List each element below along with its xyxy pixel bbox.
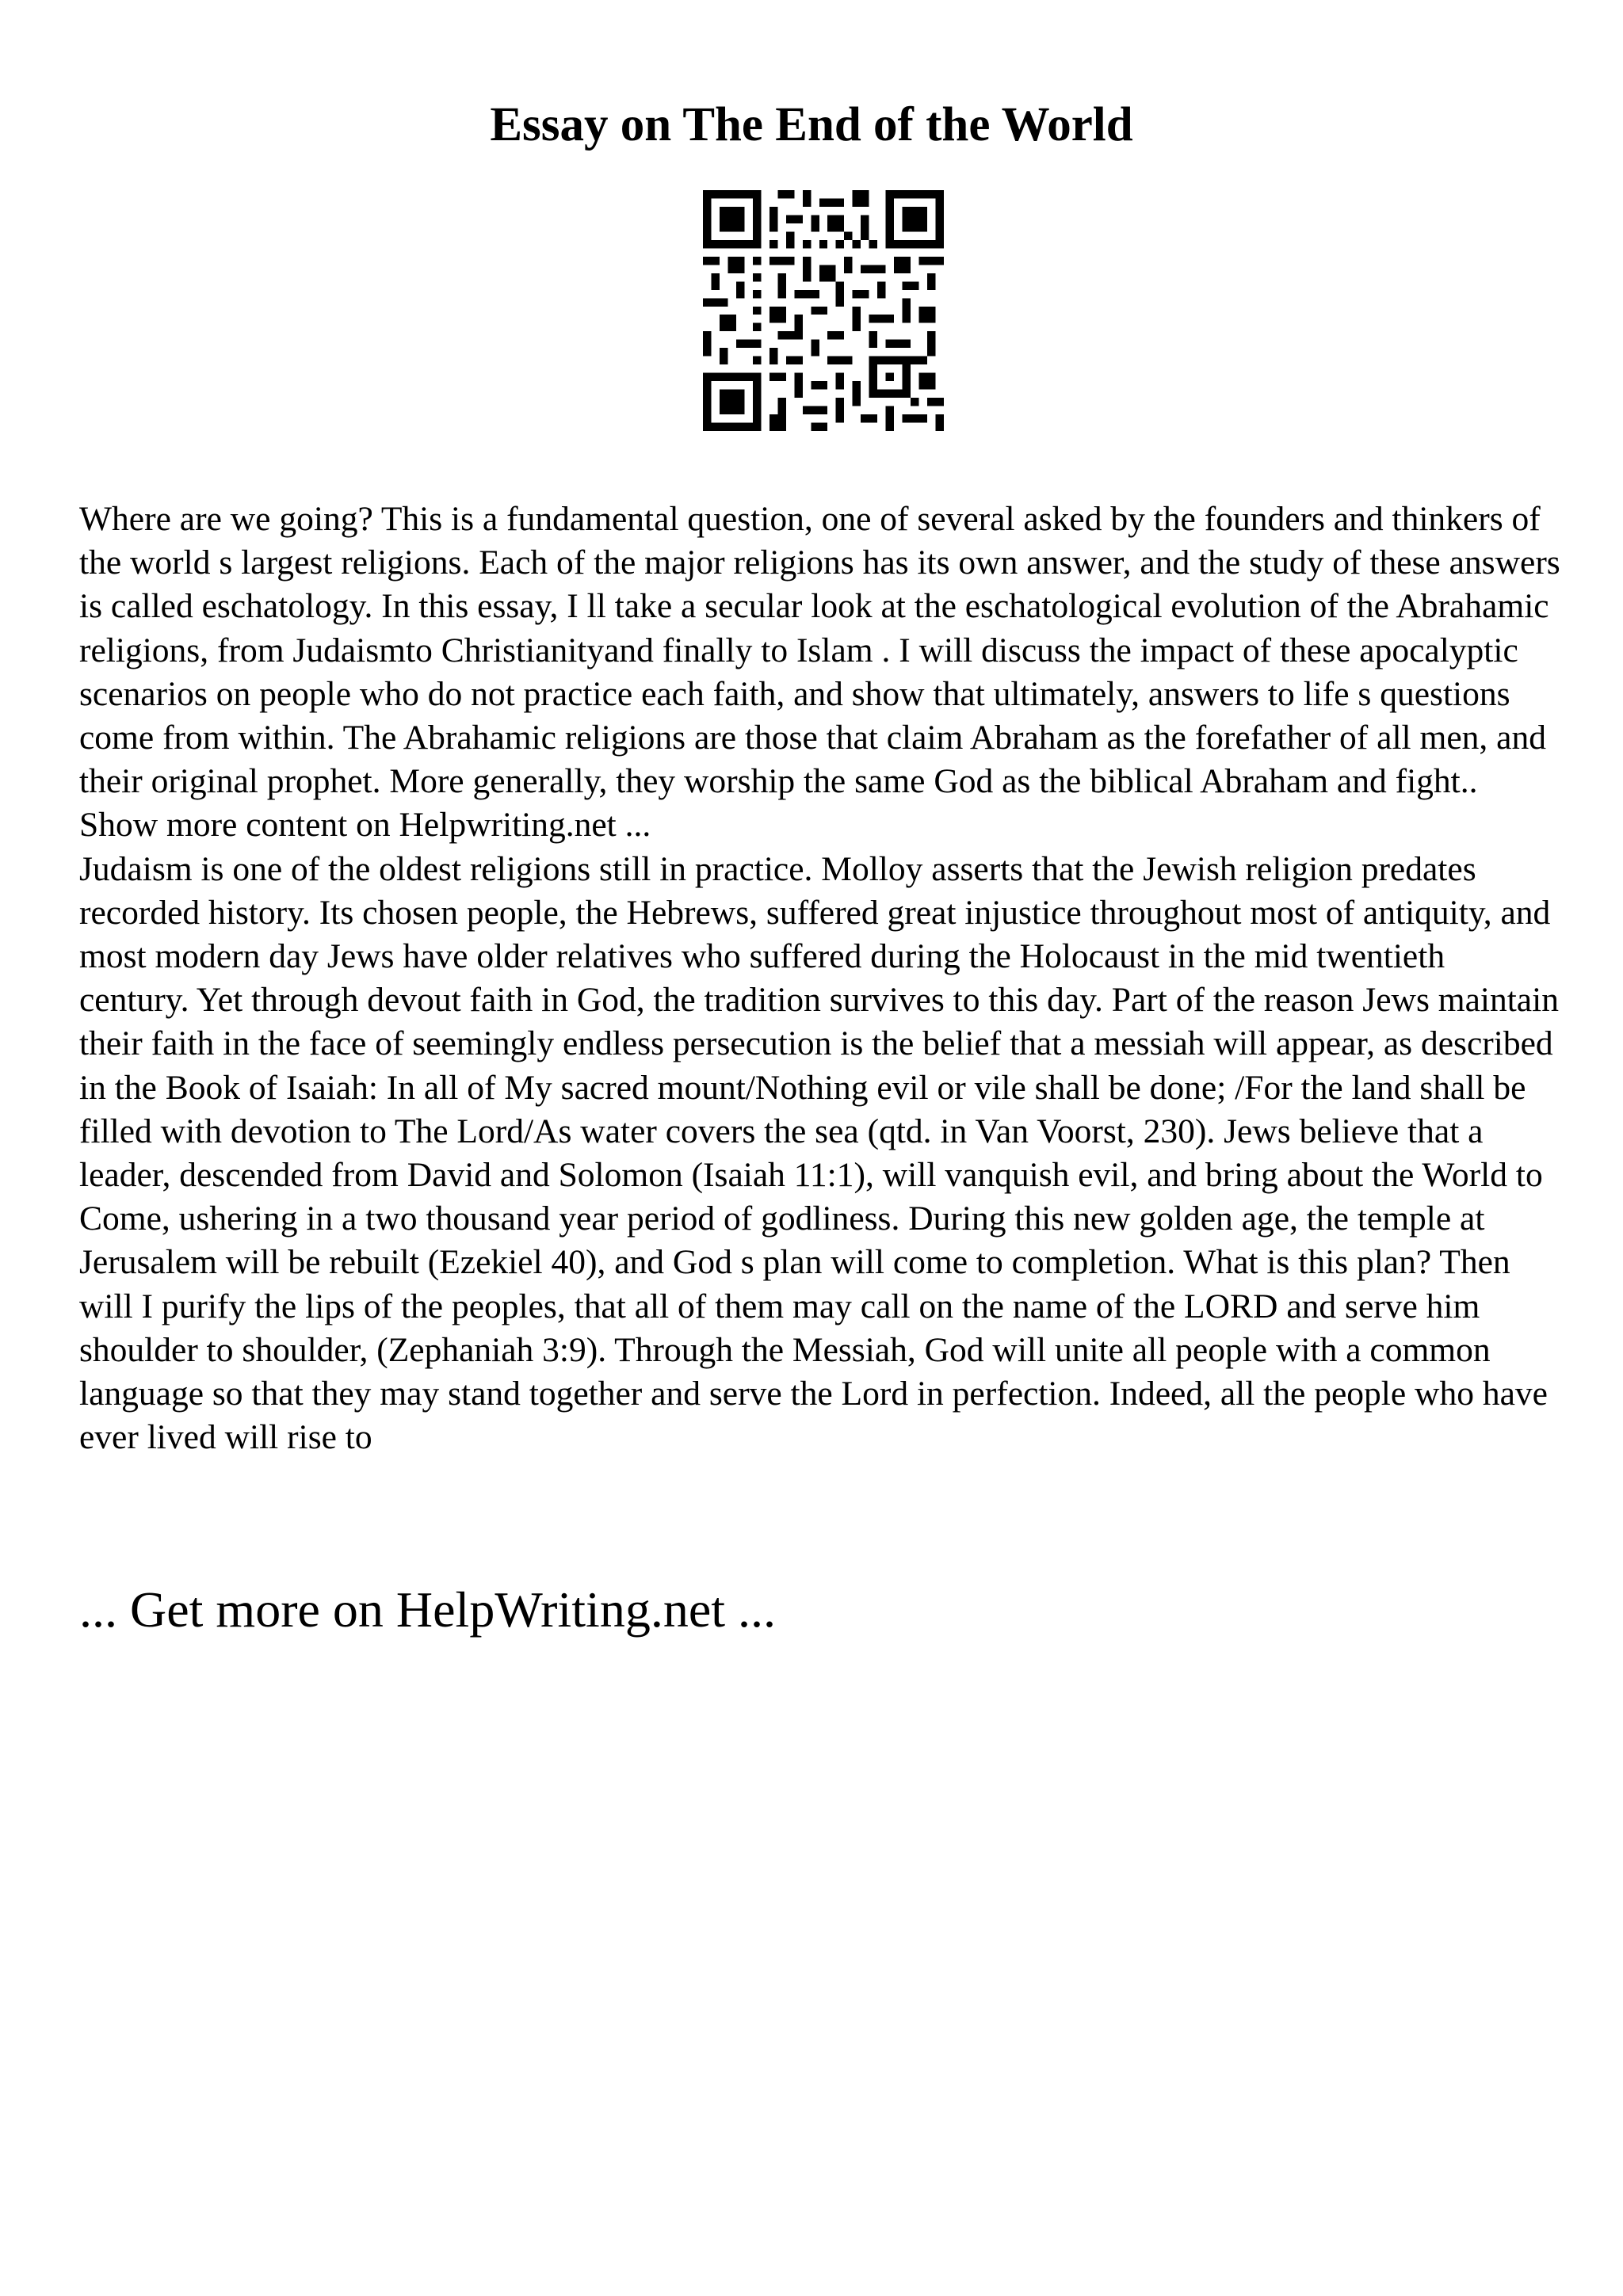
- essay-paragraph-1: Where are we going? This is a fundamental question, one of several asked by the founders and thinkers of the world s largest religions. Each of the major religions has its own answer, and the study of these answers is called eschatology. In this essay, I ll take a secular look at the eschatological evolution of the Abrahamic religions, from Judaismto Christianityand finally to Islam . I will discuss the impact of these apocalyptic scenarios on people who do not practice each faith, and show that ultimately, answers to life s questions come from within. The Abrahamic religions are those that claim Abraham as the forefather of all men, and their original prophet. More generally, they worship the same God as the biblical Abraham and fight.. Show more content on Helpwriting.net ...: [79, 500, 1560, 845]
- document-title: Essay on The End of the World: [490, 98, 1133, 151]
- essay-body: [79, 498, 1561, 1459]
- qr-code-icon: [703, 190, 944, 431]
- get-more-link[interactable]: ... Get more on HelpWriting.net ...: [79, 1581, 776, 1638]
- essay-paragraph-2: Judaism is one of the oldest religions still in practice. Molloy asserts that the Jewish religion predates recorded history. Its chosen people, the Hebrews, suffered great injustice throughout most of antiquity, and most modern day Jews have older relatives who suffered during the Holocaust in the mid twentieth century. Yet through devout faith in God, the tradition survives to this day. Part of the reason Jews maintain their faith in the face of seemingly endless persecution is the belief that a messiah will appear, as described in the Book of Isaiah: In all of My sacred mount/Nothing evil or vile shall be done; /For the land shall be filled with devotion to The Lord/As water covers the sea (qtd. in Van Voorst, 230). Jews believe that a leader, descended from David and Solomon (Isaiah 11:1), will vanquish evil, and bring about the World to Come, ushering in a two thousand year period of godliness. During this new golden age, the temple at Jerusalem will be rebuilt (Ezekiel 40), and God s plan will come to completion. What is this plan? Then will I purify the lips of the peoples, that all of them may call on the name of the LORD and serve him shoulder to shoulder, (Zephaniah 3:9). Through the Messiah, God will unite all people with a common language so that they may stand together and serve the Lord in perfection. Indeed, all the people who have ever lived will rise to: [79, 849, 1559, 1457]
